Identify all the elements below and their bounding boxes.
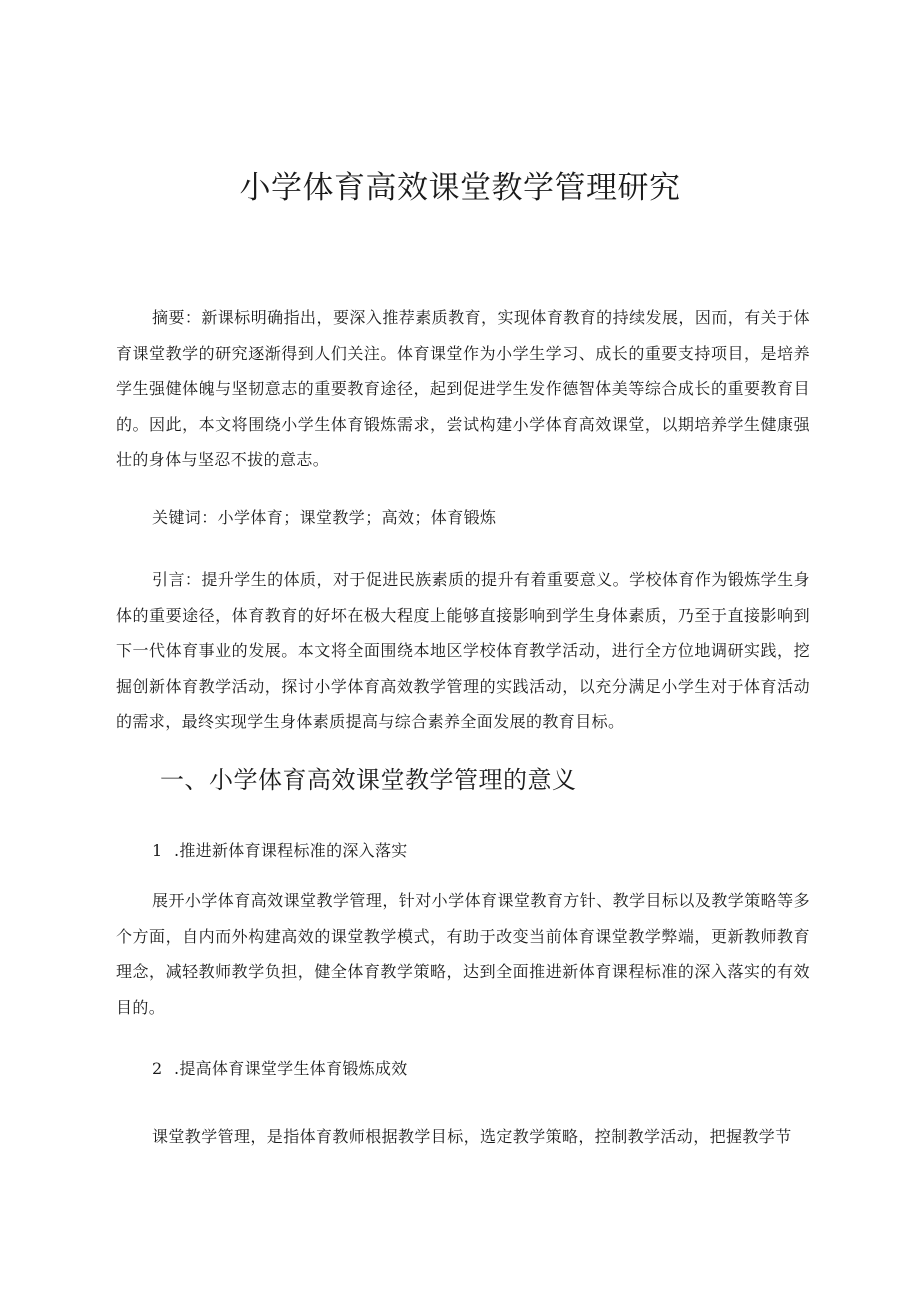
section1-paragraph-1: 展开小学体育高效课堂教学管理，针对小学体育课堂教育方针、教学目标以及教学策略等多个方面，自内而外构建高效的课堂教学模式，有助于改变当前体育课堂教学弊端，更新教师教育理念，减轻教师教学负担，健全体育教学策略，达到全面推进新体育课程标准的深入落实的有效目的。: [116, 891, 810, 1017]
subsection-heading-2: [152, 1051, 408, 1086]
keywords-line: 关键词：小学体育；课堂教学；高效；体育锻炼: [152, 508, 497, 527]
subsection-number: 1: [152, 841, 163, 860]
subsection-number: 2: [152, 1059, 163, 1078]
subsection-title: .提高体育课堂学生体育锻炼成效: [174, 1059, 408, 1078]
subsection-title: .推进新体育课程标准的深入落实: [174, 841, 408, 860]
page-title: 小学体育高效课堂教学管理研究: [239, 170, 681, 206]
section-heading-1: 一、小学体育高效课堂教学管理的意义: [160, 766, 577, 794]
intro-paragraph: 引言：提升学生的体质，对于促进民族素质的提升有着重要意义。学校体育作为锻炼学生身体的重要途径，体育教育的好坏在极大程度上能够直接影响到学生身体素质，乃至于直接影响到下一代体育事业的发展。本文将全面围绕本地区学校体育教学活动，进行全方位地调研实践，挖掘创新体育教学活动，探讨小学体育高效教学管理的实践活动，以充分满足小学生对于体育活动的需求，最终实现学生身体素质提高与综合素养全面发展的教育目标。: [116, 570, 810, 731]
abstract-paragraph: 摘要：新课标明确指出，要深入推荐素质教育，实现体育教育的持续发展，因而，有关于体育课堂教学的研究逐渐得到人们关注。体育课堂作为小学生学习、成长的重要支持项目，是培养学生强健体魄与坚韧意志的重要教育途径，起到促进学生发作德智体美等综合成长的重要教育目的。因此，本文将围绕小学生体育锻炼需求，尝试构建小学体育高效课堂，以期培养学生健康强壮的身体与坚忍不拔的意志。: [116, 308, 810, 469]
section1-paragraph-2: 课堂教学管理，是指体育教师根据教学目标，选定教学策略，控制教学活动，把握教学节: [152, 1127, 792, 1146]
subsection-heading-1: [152, 833, 408, 868]
